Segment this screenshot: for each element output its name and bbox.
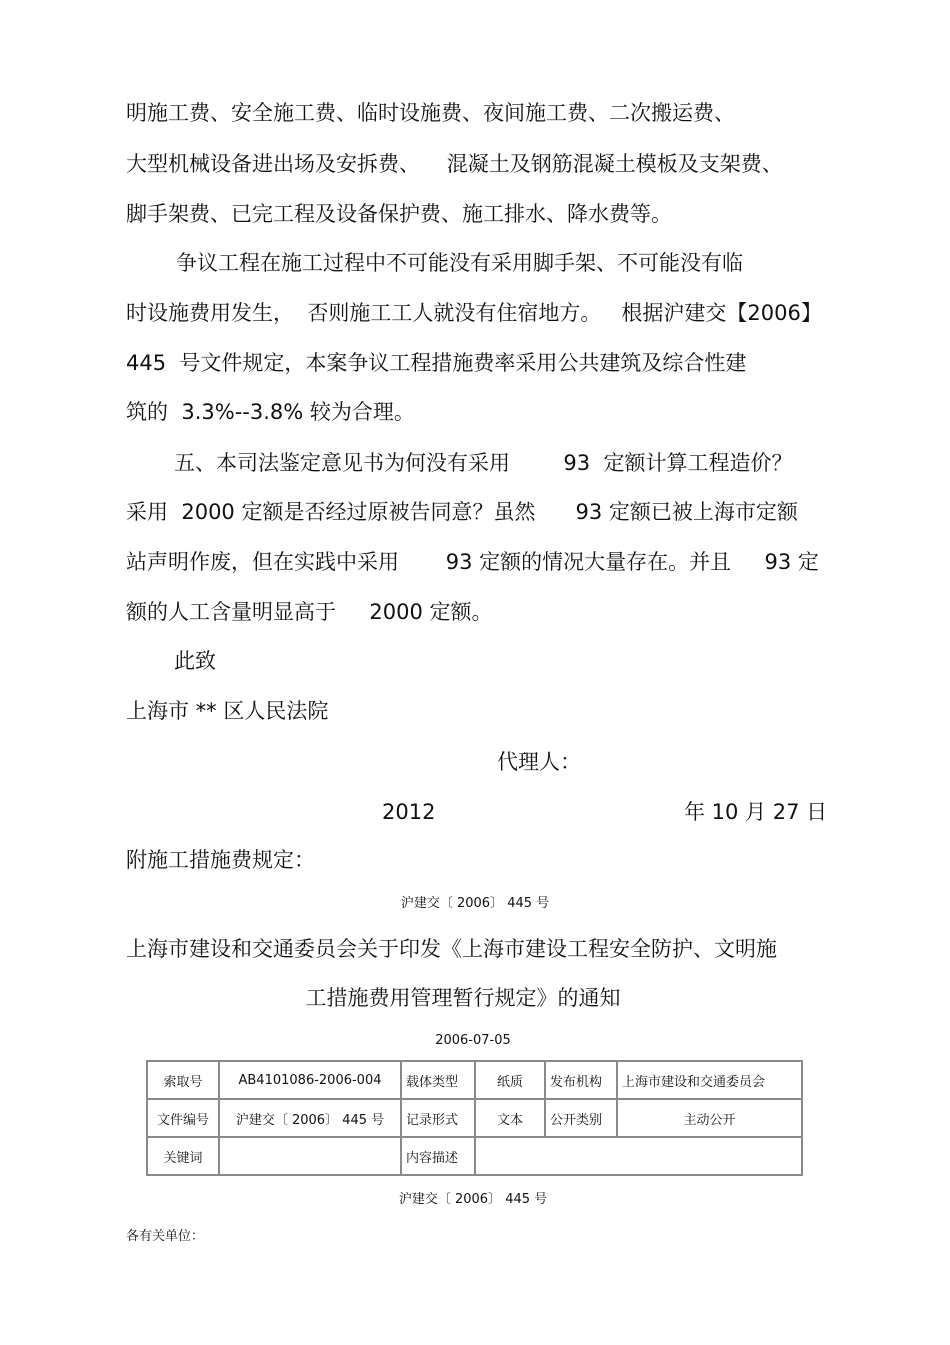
addressee: 各有关单位：	[126, 1229, 205, 1244]
notice-title-line-2: 工措施费用管理暂行规定》的通知	[305, 986, 621, 1010]
table-cell	[475, 1137, 802, 1175]
attachment-heading: 附施工措施费规定：	[126, 848, 315, 872]
body-line-11: 额的人工含量明显高于 2000 定额。	[126, 600, 493, 624]
date-rest: 年 10 月 27 日	[684, 800, 828, 824]
table-cell: 纸质	[475, 1061, 545, 1099]
table-cell: 索取号	[147, 1061, 219, 1099]
table-cell: 文件编号	[147, 1099, 219, 1137]
table-cell: 关键词	[147, 1137, 219, 1175]
table-cell: AB4101086-2006-004	[219, 1061, 401, 1099]
notice-title-line-1: 上海市建设和交通委员会关于印发《上海市建设工程安全防护、文明施	[126, 937, 777, 961]
recipient: 上海市 ** 区人民法院	[126, 699, 329, 723]
table-row	[147, 1061, 802, 1099]
table-cell: 主动公开	[617, 1099, 802, 1137]
table-cell: 文本	[475, 1099, 545, 1137]
document-info-table	[146, 1060, 803, 1176]
date-year: 2012	[382, 800, 436, 824]
notice-date: 2006-07-05	[435, 1033, 511, 1048]
table-cell: 载体类型	[401, 1061, 475, 1099]
doc-number-top: 沪建交〔 2006〕 445 号	[400, 896, 550, 911]
body-line-3: 脚手架费、已完工程及设备保护费、施工排水、降水费等。	[126, 202, 672, 226]
salutation: 此致	[174, 649, 216, 673]
doc-number-bottom: 沪建交〔 2006〕 445 号	[398, 1192, 548, 1207]
body-line-8: 五、本司法鉴定意见书为何没有采用 93 定额计算工程造价？	[174, 451, 793, 475]
body-line-1: 明施工费、安全施工费、临时设施费、夜间施工费、二次搬运费、	[126, 101, 735, 125]
table-cell: 公开类别	[545, 1099, 617, 1137]
table-cell: 记录形式	[401, 1099, 475, 1137]
body-line-6: 445 号文件规定，本案争议工程措施费率采用公共建筑及综合性建	[126, 351, 747, 375]
table-cell: 发布机构	[545, 1061, 617, 1099]
table-cell	[219, 1137, 401, 1175]
body-line-5: 时设施费用发生， 否则施工工人就没有住宿地方。 根据沪建交【2006】	[126, 301, 822, 325]
body-line-10: 站声明作废，但在实践中采用 93 定额的情况大量存在。并且 93 定	[126, 550, 819, 574]
table-row	[147, 1099, 802, 1137]
table-row	[147, 1137, 802, 1175]
body-line-9: 采用 2000 定额是否经过原被告同意？虽然 93 定额已被上海市定额	[126, 500, 798, 524]
agent-label: 代理人：	[497, 750, 581, 774]
body-line-2: 大型机械设备进出场及安拆费、 混凝土及钢筋混凝土模板及支架费、	[126, 152, 783, 176]
table-cell: 沪建交〔 2006〕 445 号	[219, 1099, 401, 1137]
table-cell: 内容描述	[401, 1137, 475, 1175]
table-cell: 上海市建设和交通委员会	[617, 1061, 802, 1099]
body-line-4: 争议工程在施工过程中不可能没有采用脚手架、不可能没有临	[176, 251, 743, 275]
body-line-7: 筑的 3.3%--3.8% 较为合理。	[126, 400, 415, 424]
